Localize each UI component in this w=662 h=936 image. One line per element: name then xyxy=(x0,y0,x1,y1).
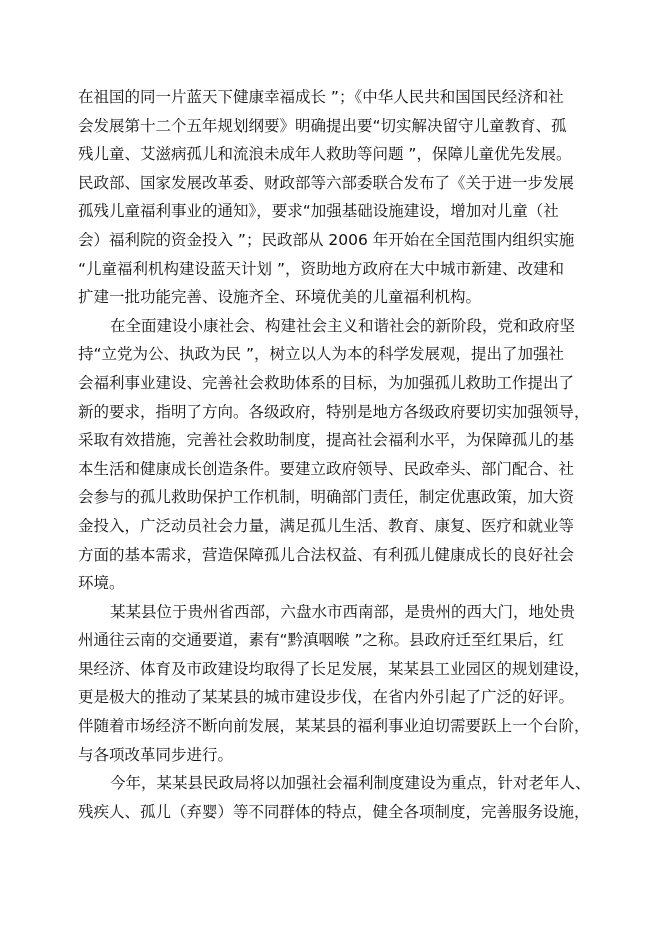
text-line: 州通往云南的交通要道，素有“黔滇咽喉 ”之称。县政府迁至红果后，红 xyxy=(78,631,564,650)
text-line: 伴随着市场经济不断向前发展，某某县的福利事业迫切需要跃上一个台阶， xyxy=(78,717,590,736)
text-line: 孤残儿童福利事业的通知》，要求“加强基础设施建设，增加对儿童（社 xyxy=(78,202,559,221)
text-line: 环境。 xyxy=(78,574,125,593)
text-line: 方面的基本需求，营造保障孤儿合法权益、有利孤儿健康成长的良好社会 xyxy=(78,545,575,564)
text-line: 在祖国的同一片蓝天下健康幸福成长 ”；《中华人民共和国国民经济和社 xyxy=(78,88,564,106)
text-line: 金投入，广泛动员社会力量，满足孤儿生活、教育、康复、医疗和就业等 xyxy=(78,516,575,535)
paragraph-first-line: 在全面建设小康社会、构建社会主义和谐社会的新阶段，党和政府坚 xyxy=(110,316,576,335)
text-line: 采取有效措施，完善社会救助制度，提高社会福利水平，为保障孤儿的基 xyxy=(78,431,575,450)
text-line: 更是极大的推动了某某县的城市建设步伐，在省内外引起了广泛的好评。 xyxy=(78,688,575,707)
text-line: 会）福利院的资金投入 ”；民政部从 2006 年开始在全国范围内组织实施 xyxy=(78,230,575,249)
text-line: 新的要求，指明了方向。各级政府，特别是地方各级政府要切实加强领导， xyxy=(78,402,590,421)
body-text xyxy=(78,83,593,826)
text-line: 会发展第十二个五年规划纲要》明确提出要“切实解决留守儿童教育、孤 xyxy=(78,116,567,135)
text-line: 会福利事业建设、完善社会救助体系的目标，为加强孤儿救助工作提出了 xyxy=(78,373,575,392)
text-line: “儿童福利机构建设蓝天计划 ”，资助地方政府在大中城市新建、改建和 xyxy=(78,259,564,278)
text-line: 扩建一批功能完善、设施齐全、环境优美的儿童福利机构。 xyxy=(78,288,482,307)
text-line: 持“立党为公、执政为民 ”，树立以人为本的科学发展观，提出了加强社 xyxy=(78,345,564,364)
paragraph-first-line: 今年，某某县民政局将以加强社会福利制度建设为重点，针对老年人、 xyxy=(110,774,591,793)
text-line: 民政部、国家发展改革委、财政部等六部委联合发布了《关于进一步发展 xyxy=(78,173,575,192)
text-line: 本生活和健康成长创造条件。要建立政府领导、民政牵头、部门配合、社 xyxy=(78,459,575,478)
text-line: 残疾人、孤儿（弃婴）等不同群体的特点，健全各项制度，完善服务设施， xyxy=(78,802,590,821)
paragraph-first-line: 某某县位于贵州省西部，六盘水市西南部，是贵州的西大门，地处贵 xyxy=(110,602,576,621)
text-line: 会参与的孤儿救助保护工作机制，明确部门责任，制定优惠政策，加大资 xyxy=(78,488,575,507)
text-line: 与各项改革同步进行。 xyxy=(78,745,234,764)
text-line: 果经济、体育及市政建设均取得了长足发展，某某县工业园区的规划建设， xyxy=(78,659,590,678)
text-line: 残儿童、艾滋病孤儿和流浪未成年人救助等问题 ”，保障儿童优先发展。 xyxy=(78,145,572,164)
